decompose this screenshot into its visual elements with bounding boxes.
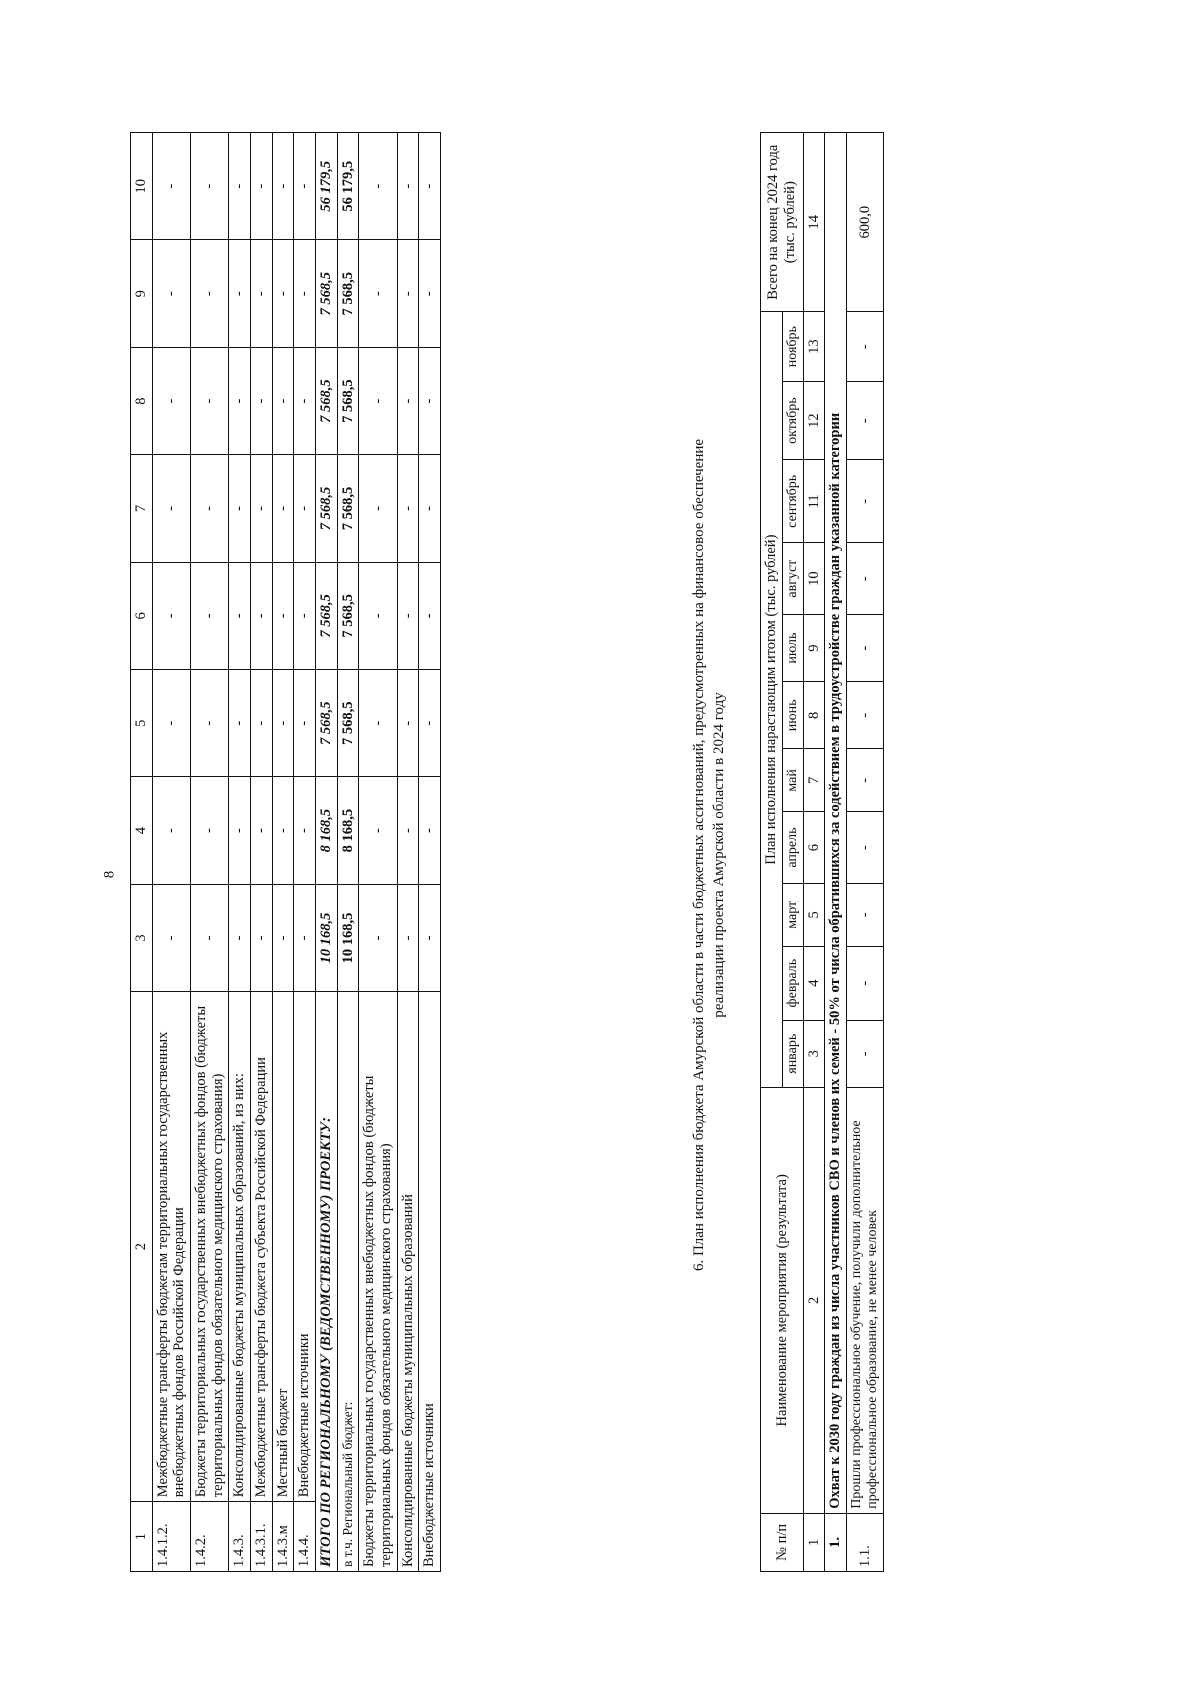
month-header: февраль — [782, 946, 803, 1020]
row-value: - — [847, 312, 884, 382]
row-name: Консолидированные бюджеты муниципальных образований — [397, 992, 419, 1572]
row-value: - — [847, 460, 884, 543]
row-value: - — [251, 133, 273, 241]
row-code: 1.4.3.1. — [251, 1502, 273, 1572]
row-name: Межбюджетные трансферты бюджетам территориальных государственных внебюджетных фондов Российской Федерации — [152, 992, 190, 1502]
month-header: сентябрь — [782, 460, 803, 543]
row-value: - — [397, 347, 419, 454]
column-number: 5 — [803, 883, 825, 946]
regional-value: 8 168,5 — [337, 777, 359, 884]
row-value: - — [359, 562, 397, 669]
caption-line-1: 6. План исполнения бюджета Амурской области в части бюджетных ассигнований, предусмотренных на финансовое обеспечение — [691, 438, 707, 1272]
row-value: - — [419, 670, 441, 777]
row-value: - — [152, 455, 190, 562]
row-value: - — [251, 562, 273, 669]
row-value: - — [359, 884, 397, 991]
total-value: 56 179,5 — [316, 133, 338, 241]
column-number: 12 — [803, 381, 825, 459]
row-value: - — [229, 240, 251, 347]
header-cell: 2 — [131, 992, 153, 1502]
section-row — [825, 133, 847, 1572]
row-value: - — [272, 777, 294, 884]
month-header: апрель — [782, 812, 803, 884]
row-code: 1.4.2. — [191, 1502, 229, 1572]
row-value: - — [359, 240, 397, 347]
column-number: 10 — [803, 543, 825, 615]
row-value: - — [847, 381, 884, 459]
month-header: ноябрь — [782, 312, 803, 382]
row-value: - — [251, 884, 273, 991]
row-value: - — [397, 455, 419, 562]
row-code: 1.4.4. — [294, 1502, 316, 1572]
table-row — [152, 133, 190, 1572]
row-value: - — [397, 670, 419, 777]
row-value: - — [847, 1020, 884, 1087]
row-value: - — [272, 133, 294, 241]
regional-value: 7 568,5 — [337, 562, 359, 669]
column-number: 8 — [803, 682, 825, 749]
row-value: - — [229, 777, 251, 884]
header-cell: 3 — [131, 884, 153, 991]
regional-row — [337, 133, 359, 1572]
section-title: Охват к 2030 году граждан из числа участников СВО и членов их семей - 50% от числа обратившихся за содействием в трудоустройстве граждан указанной категории — [825, 133, 847, 1514]
row-value: - — [152, 133, 190, 241]
row-name: Межбюджетные трансферты бюджета субъекта Российской Федерации — [251, 992, 273, 1502]
row-value: - — [294, 562, 316, 669]
row-value: - — [251, 670, 273, 777]
row-value: - — [359, 347, 397, 454]
total-value: 10 168,5 — [316, 884, 338, 991]
table-row — [419, 133, 441, 1572]
row-value: - — [152, 240, 190, 347]
total-value: 8 168,5 — [316, 777, 338, 884]
row-value: - — [152, 562, 190, 669]
row-name: Бюджеты территориальных государственных внебюджетных фондов (бюджеты территориальных фондов обязательного медицинского страхования) — [191, 992, 229, 1502]
row-value: - — [847, 543, 884, 615]
column-number: 11 — [803, 460, 825, 543]
row-value: - — [294, 455, 316, 562]
row-value: - — [397, 884, 419, 991]
row-value: - — [152, 347, 190, 454]
regional-value: 7 568,5 — [337, 670, 359, 777]
header-cell: 9 — [131, 240, 153, 347]
table-row — [294, 133, 316, 1572]
row-value: - — [359, 777, 397, 884]
table-row — [847, 133, 884, 1572]
column-number: 4 — [803, 946, 825, 1020]
row-value: - — [359, 455, 397, 562]
row-value: - — [251, 777, 273, 884]
column-number: 1 — [803, 1513, 825, 1571]
row-value: - — [847, 883, 884, 946]
month-header: январь — [782, 1020, 803, 1087]
row-total: 600,0 — [847, 133, 884, 312]
table-row — [397, 133, 419, 1572]
header-cell: 8 — [131, 347, 153, 454]
row-value: - — [191, 777, 229, 884]
row-value: - — [229, 455, 251, 562]
row-code: 1.4.3.м — [272, 1502, 294, 1572]
row-value: - — [272, 670, 294, 777]
column-number: 13 — [803, 312, 825, 382]
row-value: - — [847, 682, 884, 749]
column-number: 9 — [803, 615, 825, 682]
month-header: май — [782, 749, 803, 812]
table-row — [229, 133, 251, 1572]
header-cell: 4 — [131, 777, 153, 884]
row-value: - — [191, 562, 229, 669]
row-value: - — [419, 562, 441, 669]
row-value: - — [229, 670, 251, 777]
row-value: - — [152, 777, 190, 884]
month-header: март — [782, 883, 803, 946]
month-header: июнь — [782, 682, 803, 749]
row-name: Бюджеты территориальных государственных внебюджетных фондов (бюджеты территориальных фондов обязательного медицинского страхования) — [359, 992, 397, 1572]
row-value: - — [191, 455, 229, 562]
regional-value: 7 568,5 — [337, 240, 359, 347]
row-value: - — [294, 670, 316, 777]
table-header-row — [131, 133, 153, 1572]
month-header: июль — [782, 615, 803, 682]
column-number: 2 — [803, 1087, 825, 1513]
table-caption — [690, 290, 729, 1420]
row-name: Консолидированные бюджеты муниципальных образований, из них: — [229, 992, 251, 1502]
row-value: - — [251, 240, 273, 347]
row-value: - — [847, 749, 884, 812]
month-header: октябрь — [782, 381, 803, 459]
row-value: - — [229, 347, 251, 454]
row-value: - — [294, 133, 316, 241]
row-value: - — [397, 777, 419, 884]
column-number: 7 — [803, 749, 825, 812]
row-code: 1.4.3. — [229, 1502, 251, 1572]
row-value: - — [191, 347, 229, 454]
table-row — [191, 133, 229, 1572]
row-value: - — [397, 133, 419, 241]
row-value: - — [229, 884, 251, 991]
row-name: Прошли профессиональное обучение, получили дополнительное профессиональное образование, не менее человек — [847, 1087, 884, 1513]
header-cell: 10 — [131, 133, 153, 241]
row-value: - — [847, 812, 884, 884]
row-name: Внебюджетные источники — [294, 992, 316, 1502]
row-value: - — [229, 562, 251, 669]
header-plan: План исполнения нарастающим итогом (тыс. рублей) — [761, 312, 783, 1087]
row-value: - — [294, 240, 316, 347]
total-label: ИТОГО ПО РЕГИОНАЛЬНОМУ (ВЕДОМСТВЕННОМУ) ПРОЕКТУ: — [316, 992, 338, 1572]
row-value: - — [191, 884, 229, 991]
row-value: - — [272, 562, 294, 669]
row-value: - — [359, 670, 397, 777]
plan-header-row — [761, 133, 783, 1572]
regional-label: в т.ч. Региональный бюджет: — [337, 992, 359, 1572]
row-code: 1.4.1.2. — [152, 1502, 190, 1572]
row-value: - — [272, 455, 294, 562]
caption-line-2: реализации проекта Амурской области в 2024 году — [710, 692, 727, 1018]
table-row — [251, 133, 273, 1572]
row-name: Внебюджетные источники — [419, 992, 441, 1572]
header-num: № п/п — [761, 1513, 804, 1571]
total-value: 7 568,5 — [316, 670, 338, 777]
row-value: - — [191, 133, 229, 241]
month-header: август — [782, 543, 803, 615]
regional-value: 7 568,5 — [337, 455, 359, 562]
row-value: - — [294, 777, 316, 884]
header-name: Наименование мероприятия (результата) — [761, 1087, 804, 1513]
row-value: - — [272, 347, 294, 454]
table-row — [359, 133, 397, 1572]
column-numbers-row — [803, 133, 825, 1572]
regional-value: 56 179,5 — [337, 133, 359, 241]
total-row — [316, 133, 338, 1572]
row-value: - — [397, 240, 419, 347]
header-total: Всего на конец 2024 года (тыс. рублей) — [761, 133, 804, 312]
row-value: - — [251, 347, 273, 454]
row-value: - — [847, 946, 884, 1020]
header-cell: 1 — [131, 1502, 153, 1572]
row-value: - — [397, 562, 419, 669]
row-value: - — [419, 884, 441, 991]
section-number: 1. — [825, 1513, 847, 1571]
regional-value: 10 168,5 — [337, 884, 359, 991]
column-number: 3 — [803, 1020, 825, 1087]
header-cell: 6 — [131, 562, 153, 669]
row-value: - — [152, 670, 190, 777]
row-value: - — [191, 240, 229, 347]
total-value: 7 568,5 — [316, 347, 338, 454]
execution-plan-table — [760, 132, 884, 1572]
header-cell: 5 — [131, 670, 153, 777]
rotated-page-content — [130, 120, 1050, 1580]
regional-value: 7 568,5 — [337, 347, 359, 454]
row-value: - — [229, 133, 251, 241]
total-value: 7 568,5 — [316, 240, 338, 347]
total-value: 7 568,5 — [316, 562, 338, 669]
row-name: Местный бюджет — [272, 992, 294, 1502]
row-value: - — [152, 884, 190, 991]
row-value: - — [847, 615, 884, 682]
budget-table — [130, 132, 441, 1572]
column-number: 6 — [803, 812, 825, 884]
row-value: - — [272, 240, 294, 347]
row-value: - — [419, 347, 441, 454]
row-value: - — [191, 670, 229, 777]
page-number: 8 — [101, 870, 118, 879]
row-value: - — [419, 133, 441, 241]
row-value: - — [272, 884, 294, 991]
row-value: - — [419, 240, 441, 347]
row-value: - — [294, 347, 316, 454]
table-row — [272, 133, 294, 1572]
total-value: 7 568,5 — [316, 455, 338, 562]
row-value: - — [359, 133, 397, 241]
column-number: 14 — [803, 133, 825, 312]
row-value: - — [294, 884, 316, 991]
row-number: 1.1. — [847, 1513, 884, 1571]
row-value: - — [251, 455, 273, 562]
row-value: - — [419, 777, 441, 884]
row-value: - — [419, 455, 441, 562]
header-cell: 7 — [131, 455, 153, 562]
